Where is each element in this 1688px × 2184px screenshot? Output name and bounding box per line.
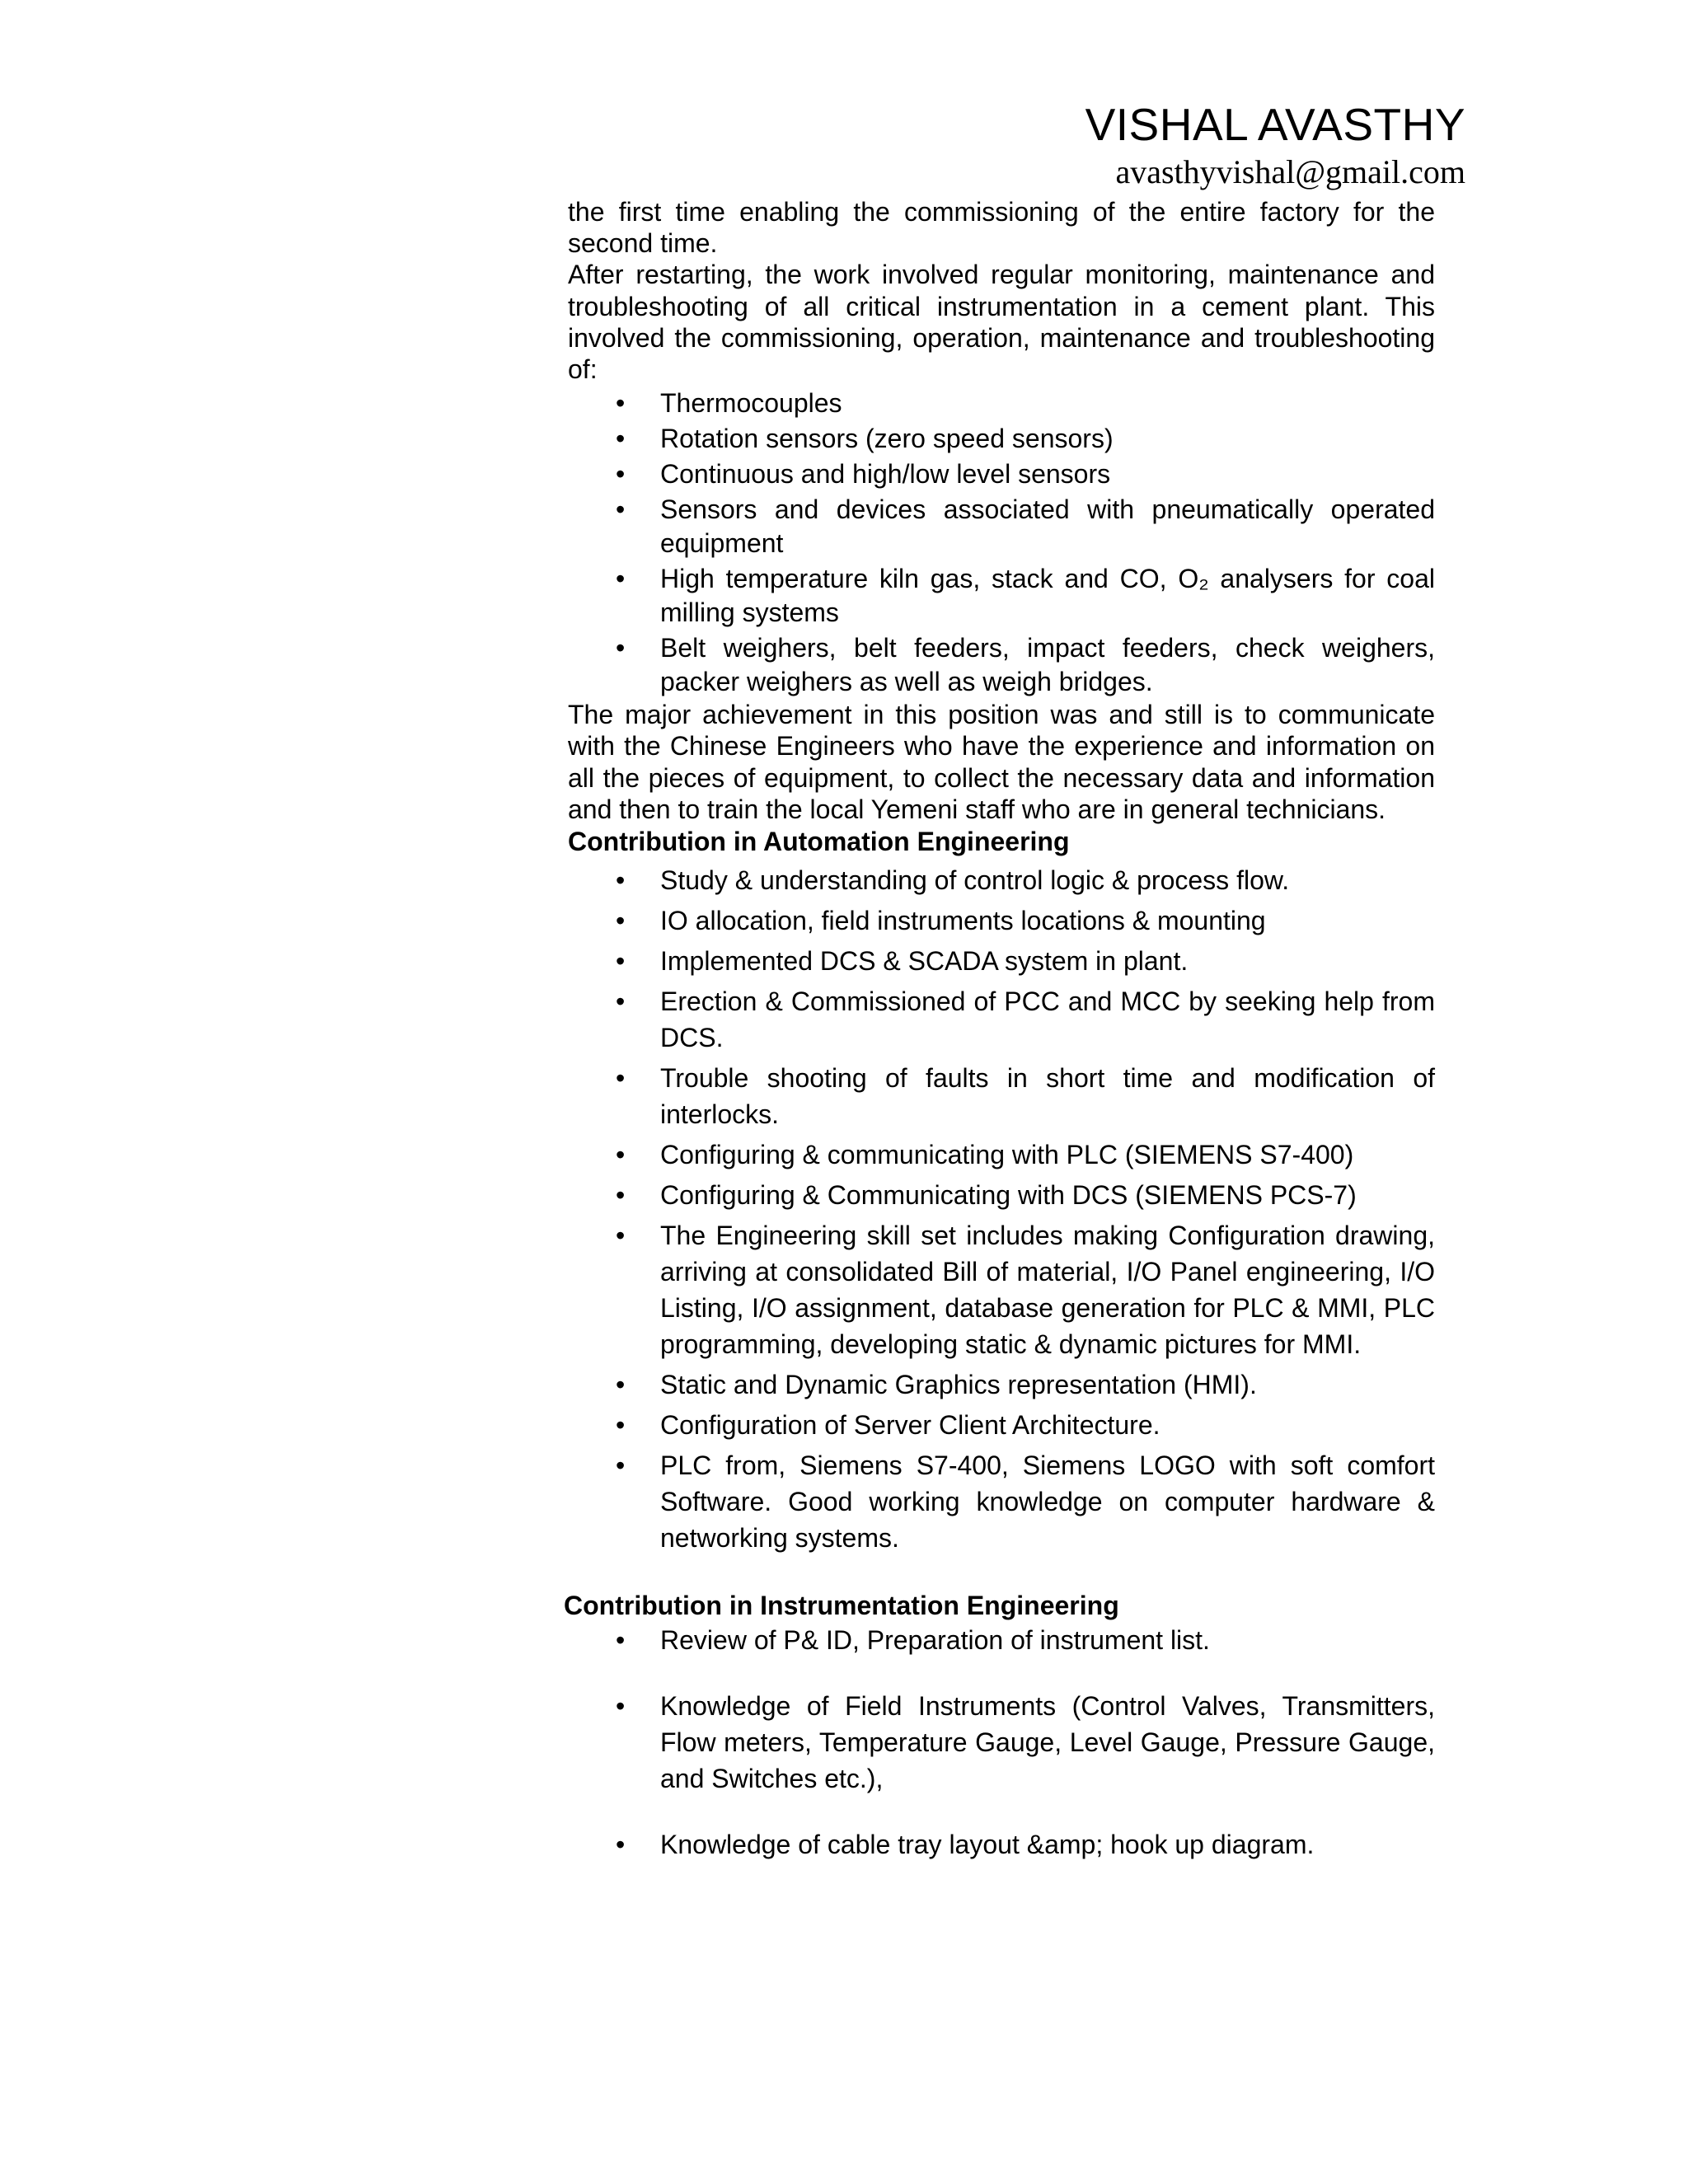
bullet-icon: • xyxy=(616,1410,626,1441)
resume-body xyxy=(564,196,1435,1863)
bullet-icon: • xyxy=(616,424,626,454)
bullet-icon: • xyxy=(616,1451,626,1481)
bullet-icon: • xyxy=(616,564,626,594)
achievement-paragraph: The major achievement in this position was and still is to communicate with the Chinese Engineers who have the experience and information on all the pieces of equipment, to collect the necessary data and information and then to train the local Yemeni staff who are in general technicians. xyxy=(568,700,1435,824)
bullet-icon: • xyxy=(616,388,626,419)
candidate-email: avasthyvishal@gmail.com xyxy=(1115,153,1465,190)
instrumentation-contribution-list xyxy=(568,1622,1435,1863)
list-item: • Configuration of Server Client Architecture. xyxy=(568,1407,1435,1443)
list-item: • Implemented DCS & SCADA system in plant. xyxy=(568,943,1435,979)
list-item: • Rotation sensors (zero speed sensors) xyxy=(568,422,1435,456)
intro-paragraph-restart: After restarting, the work involved regular monitoring, maintenance and troubleshooting of all critical instrumentation in a cement plant. This involved the commissioning, operation, maintenance and troubleshooting of: xyxy=(568,260,1435,385)
list-item: • Continuous and high/low level sensors xyxy=(568,457,1435,491)
bullet-icon: • xyxy=(616,1221,626,1251)
bullet-icon: • xyxy=(616,1140,626,1170)
bullet-icon: • xyxy=(616,459,626,490)
automation-list xyxy=(568,862,1435,1556)
list-item: • Erection & Commissioned of PCC and MCC by seeking help from DCS. xyxy=(568,983,1435,1056)
list-item: • Sensors and devices associated with pneumatically operated equipment xyxy=(616,494,1435,559)
bullet-icon: • xyxy=(616,987,626,1017)
automation-heading: Contribution in Automation Engineering xyxy=(568,827,1070,857)
list-item: • Review of P& ID, Preparation of instrument list. xyxy=(568,1622,1435,1658)
resume-header xyxy=(1085,97,1465,193)
list-item: • PLC from, Siemens S7-400, Siemens LOGO with soft comfort Software. Good working knowledge on computer hardware & networking systems. xyxy=(568,1447,1435,1556)
bullet-icon: • xyxy=(616,865,626,896)
candidate-name: VISHAL AVASTHY xyxy=(1085,99,1465,150)
bullet-icon: • xyxy=(616,1625,626,1656)
bullet-icon: • xyxy=(616,1180,626,1211)
bullet-icon: • xyxy=(616,1370,626,1400)
list-item: • Trouble shooting of faults in short time and modification of interlocks. xyxy=(568,1060,1435,1132)
list-item: • Thermocouples xyxy=(568,387,1435,420)
bullet-icon: • xyxy=(616,1830,626,1860)
list-item: • The Engineering skill set includes making Configuration drawing, arriving at consolidated Bill of material, I/O Panel engineering, I/O Listing, I/O assignment, database generation for PLC & MMI, PLC programming, developing static & dynamic pictures for MMI. xyxy=(568,1217,1435,1362)
instrumentation-heading: Contribution in Instrumentation Engineering xyxy=(564,1591,1119,1621)
bullet-icon: • xyxy=(616,1063,626,1094)
list-item: • Configuring & communicating with PLC (SIEMENS S7-400) xyxy=(568,1137,1435,1173)
list-item: • High temperature kiln gas, stack and CO, O₂ analysers for coal milling systems xyxy=(616,564,1435,628)
list-item: • IO allocation, field instruments locations & mounting xyxy=(568,902,1435,939)
bullet-icon: • xyxy=(616,1691,626,1722)
instrumentation-list xyxy=(568,387,1435,699)
bullet-icon: • xyxy=(616,946,626,977)
list-item: • Knowledge of cable tray layout &amp; hook up diagram. xyxy=(568,1826,1435,1863)
list-item: • Study & understanding of control logic & process flow. xyxy=(568,862,1435,898)
list-item: • Knowledge of Field Instruments (Control Valves, Transmitters, Flow meters, Temperature Gauge, Level Gauge, Pressure Gauge, and Switches etc.), xyxy=(568,1688,1435,1797)
bullet-icon: • xyxy=(616,906,626,936)
list-item: • Static and Dynamic Graphics representation (HMI). xyxy=(568,1366,1435,1403)
bullet-icon: • xyxy=(616,494,626,525)
bullet-icon: • xyxy=(616,633,626,663)
intro-paragraph-continued: the first time enabling the commissioning of the entire factory for the second time. xyxy=(568,197,1435,259)
list-item: • Configuring & Communicating with DCS (SIEMENS PCS-7) xyxy=(568,1177,1435,1213)
list-item: • Belt weighers, belt feeders, impact feeders, check weighers, packer weighers as well as weigh bridges. xyxy=(616,633,1435,697)
